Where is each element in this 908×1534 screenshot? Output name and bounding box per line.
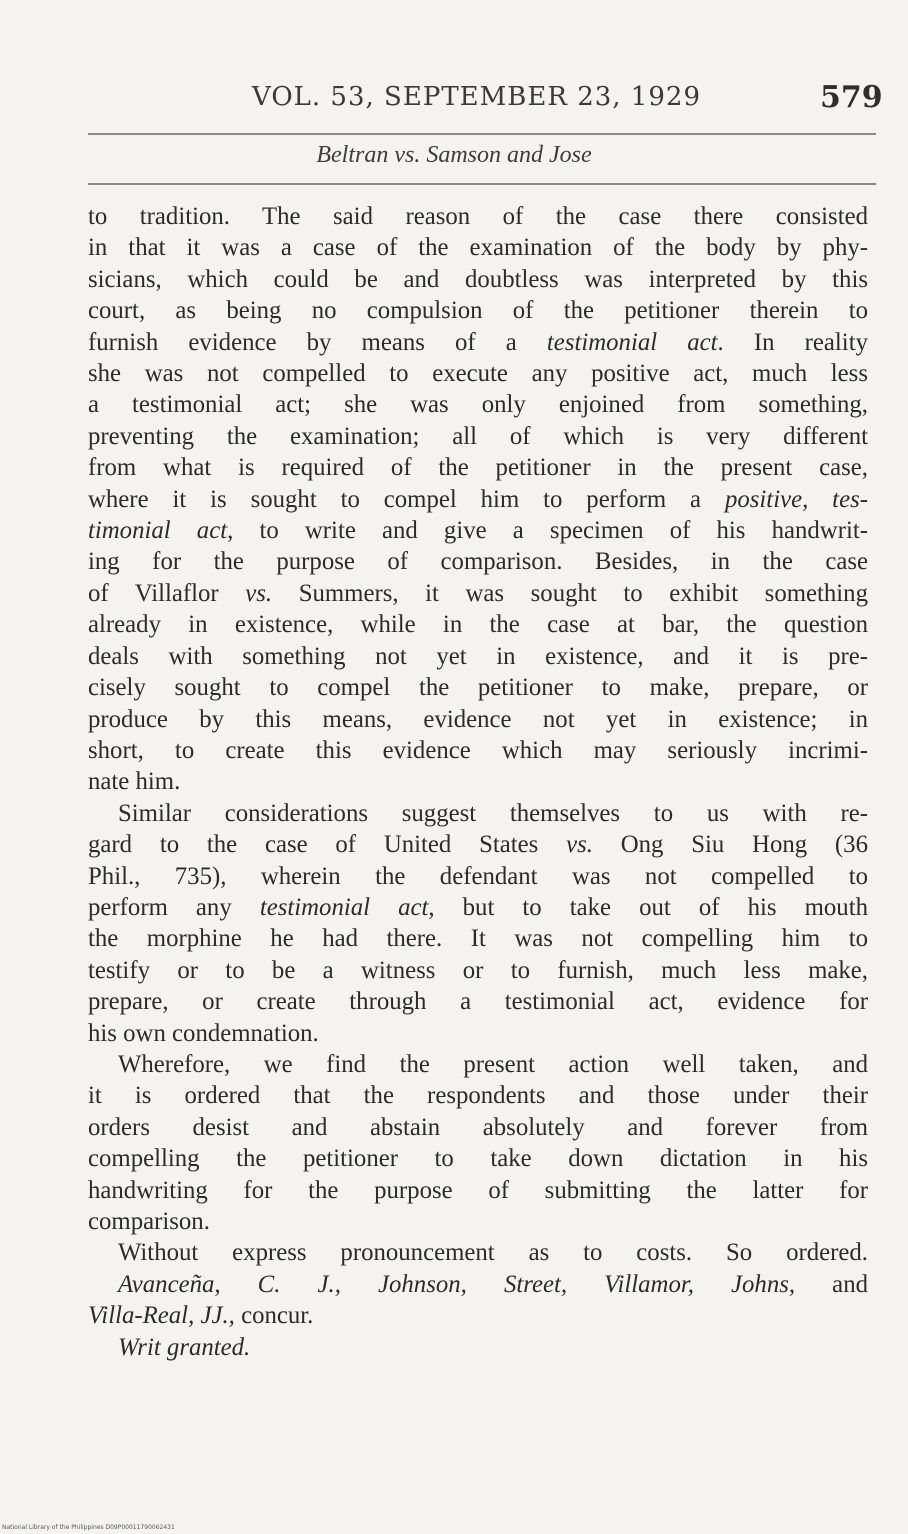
- paragraph-2: [88, 798, 868, 1049]
- text-line: cisely sought to compel the petitioner to make, prepare, or: [88, 674, 868, 702]
- justices-names: Avanceña, C. J., Johnson, Street, Villamor, Johns,: [118, 1270, 796, 1298]
- text-line: a testimonial act; she was only enjoined from something,: [88, 391, 868, 419]
- text-line: [88, 578, 868, 609]
- text-run: Summers, it was sought to exhibit something: [272, 579, 868, 607]
- paragraph-3: [88, 1049, 868, 1237]
- text-line: Phil., 735), wherein the defendant was not compelled to: [88, 862, 868, 890]
- header-rule-top: [88, 133, 876, 135]
- text-line: orders desist and abstain absolutely and forever from: [88, 1113, 868, 1141]
- text-line: [88, 892, 868, 923]
- text-line: she was not compelled to execute any positive act, much less: [88, 360, 868, 388]
- paragraph-1: [88, 201, 868, 798]
- text-line: sicians, which could be and doubtless was interpreted by this: [88, 265, 868, 293]
- italic-run: testimonial act: [546, 328, 718, 356]
- concurrence: [88, 1269, 868, 1332]
- text-line: compelling the petitioner to take down dictation in his: [88, 1145, 868, 1173]
- text-run: and: [795, 1270, 868, 1298]
- text-run: perform any: [88, 893, 260, 921]
- text-run: gard to the case of United States: [88, 831, 567, 859]
- text-line: Without express pronouncement as to costs. So ordered.: [118, 1239, 868, 1267]
- paragraph-4: [88, 1237, 868, 1268]
- italic-run: timonial act: [88, 517, 228, 545]
- italic-run: testimonial act: [259, 893, 429, 921]
- text-line: Wherefore, we find the present action well taken, and: [118, 1050, 868, 1078]
- text-line: it is ordered that the respondents and those under their: [88, 1082, 868, 1110]
- text-line: his own condemnation.: [88, 1019, 319, 1047]
- text-line: produce by this means, evidence not yet in existence; in: [88, 705, 868, 733]
- disposition-text: Writ granted.: [118, 1333, 251, 1361]
- text-line: from what is required of the petitioner in the present case,: [88, 454, 868, 482]
- italic-run: vs.: [245, 579, 273, 607]
- text-run: Ong Siu Hong (36: [592, 831, 868, 859]
- text-line: deals with something not yet in existence, and it is pre-: [88, 642, 868, 670]
- italic-run: vs.: [566, 831, 593, 859]
- text-line: in that it was a case of the examination of the body by phy-: [88, 234, 868, 262]
- case-title: Beltran vs. Samson and Jose: [316, 142, 592, 168]
- text-run: of Villaflor: [88, 579, 246, 607]
- text-run: . In reality: [717, 328, 868, 356]
- text-line: court, as being no compulsion of the petitioner therein to: [88, 297, 868, 325]
- text-line: handwriting for the purpose of submitting the latter for: [88, 1176, 868, 1204]
- text-line: already in existence, while in the case at bar, the question: [88, 611, 868, 639]
- text-run: , to write and give a specimen of his handwrit-: [227, 517, 869, 545]
- text-run: furnish evidence by means of a: [88, 328, 547, 356]
- text-line: prepare, or create through a testimonial act, evidence for: [88, 988, 868, 1016]
- text-line: [88, 1300, 868, 1331]
- text-line: [88, 1332, 868, 1363]
- page-number: 579: [820, 80, 883, 115]
- text-line: [88, 829, 868, 860]
- text-line: testify or to be a witness or to furnish, much less make,: [88, 956, 868, 984]
- scan-source-footer: National Library of the Philippines D09P00011790062431: [2, 1524, 175, 1531]
- text-run: , but to take out of his mouth: [428, 893, 868, 921]
- text-line: to tradition. The said reason of the case there consisted: [88, 203, 868, 230]
- text-line: [88, 1269, 868, 1300]
- italic-run: positive, tes-: [724, 485, 868, 513]
- body-text: [88, 201, 868, 1363]
- text-line: ing for the purpose of comparison. Besides, in the case: [88, 548, 868, 576]
- text-line: [88, 327, 868, 358]
- text-line: [88, 484, 868, 515]
- text-line: Similar considerations suggest themselves to us with re-: [118, 799, 868, 827]
- text-run: where it is sought to compel him to perform a: [88, 485, 725, 513]
- text-line: preventing the examination; all of which is very different: [88, 422, 868, 450]
- text-line: [88, 515, 868, 546]
- text-line: short, to create this evidence which may seriously incrimi-: [88, 736, 868, 764]
- text-line: nate him.: [88, 768, 181, 796]
- header-rule-bottom: [88, 183, 876, 185]
- text-line: the morphine he had there. It was not compelling him to: [88, 925, 868, 953]
- justices-names: Villa-Real, JJ.,: [88, 1302, 235, 1330]
- text-run: concur.: [234, 1302, 314, 1330]
- running-head: VOL. 53, SEPTEMBER 23, 1929: [252, 82, 701, 112]
- disposition: [88, 1332, 868, 1363]
- text-line: comparison.: [88, 1208, 210, 1235]
